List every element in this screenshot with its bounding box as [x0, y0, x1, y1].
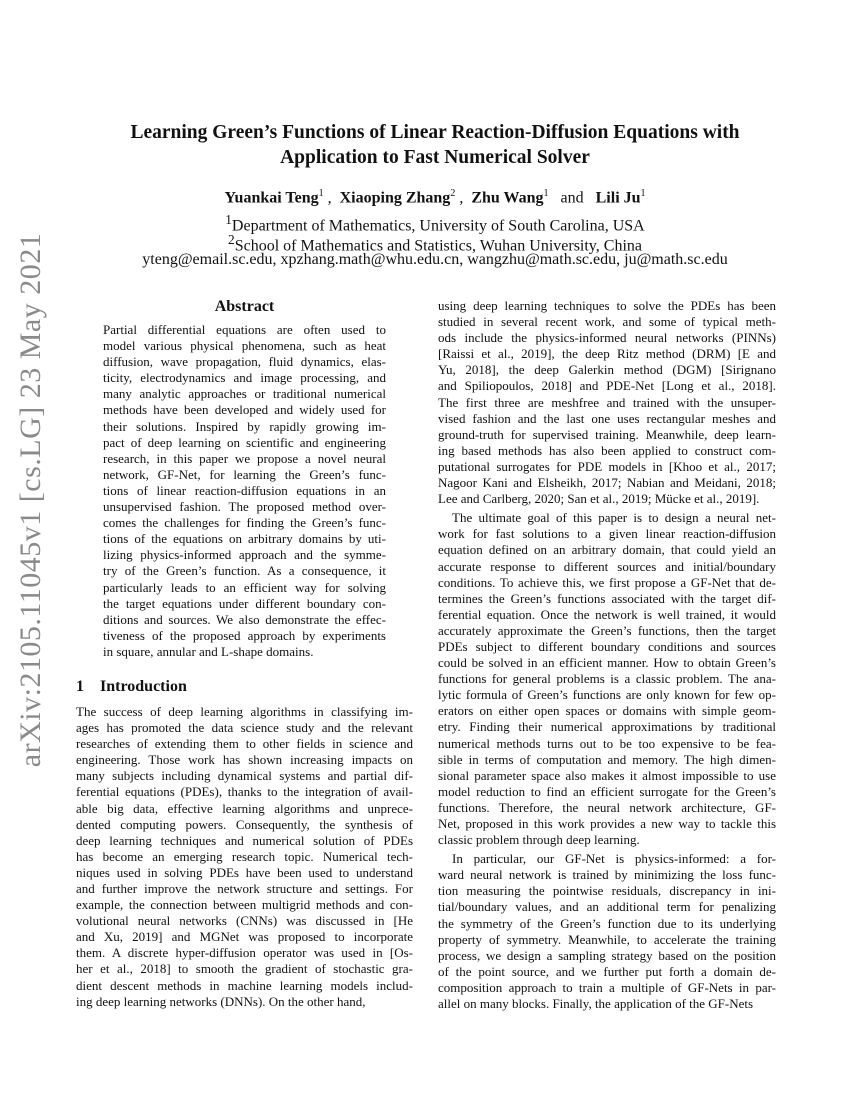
text-line: able big data, effective learning algorithms and unprece-: [76, 800, 413, 816]
text-line: allel on many blocks. Finally, the application of the GF-Nets: [438, 996, 754, 1012]
text-line: try of the Green’s function. As a consequence, it: [103, 563, 386, 579]
text-line: property of symmetry. Meanwhile, to accelerate the training: [438, 931, 776, 947]
text-line: The success of deep learning algorithms in classifying im-: [76, 703, 413, 719]
text-line: tion measuring the pointwise residuals, discrepancy in ini-: [438, 883, 776, 899]
text-line: and further improve the network structure and settings. For: [76, 881, 413, 896]
text-line: Nagoor Kani and Elsheikh, 2017; Nabian and Meidani, 2018;: [438, 475, 776, 491]
text-line: them. A discrete hyper-diffusion operator was used in [Os-: [76, 945, 413, 961]
paragraph: [438, 510, 776, 848]
author-emails: yteng@email.sc.edu, xpzhang.math@whu.edu.cn, wangzhu@math.sc.edu, ju@math.sc.edu: [142, 251, 728, 268]
text-line: termines the Green’s functions associated with the target dif-: [438, 590, 776, 606]
text-line: sible in terms of computation and memory. The high dimen-: [438, 751, 776, 767]
text-line: Yu, 2018], the deep Galerkin method (DGM) [Sirignano: [438, 362, 776, 378]
text-line: composition approach to train a multiple of GF-Nets in par-: [438, 979, 776, 995]
author-separator: ,: [327, 189, 332, 207]
text-line: many subjects including dynamical systems and partial dif-: [76, 768, 413, 784]
text-line: ferential equation. Once the network is well trained, it would: [438, 606, 776, 622]
text-line: Lee and Carlberg, 2020; San et al., 2019; Mücke et al., 2019].: [438, 491, 760, 507]
text-line: ing deep learning networks (DNNs). On the other hand,: [76, 993, 366, 1009]
text-line: the symmetry of the Green’s function due to its underlying: [438, 915, 776, 931]
text-line: particularly leads to an efficient way for solving: [103, 579, 386, 595]
text-line: niques used in solving PDEs have been used to understand: [76, 864, 413, 880]
text-line: conditions. To achieve this, we first propose a GF-Net that de-: [438, 574, 776, 590]
text-line: equation defined on an arbitrary domain, that could yield an: [438, 542, 776, 558]
text-line: model reduction to find an efficient surrogate for the Green’s: [438, 783, 776, 799]
affil-text: Department of Mathematics, University of South Carolina, USA: [231, 217, 645, 235]
text-line: many analytic approaches or traditional numerical: [103, 386, 386, 402]
text-line: deep learning techniques and numerical solution of PDEs: [76, 832, 413, 848]
author-affil-mark: 1: [640, 188, 646, 199]
intro-body: [76, 704, 413, 1010]
arxiv-side-stamp: [8, 232, 54, 768]
text-line: their solutions. Inspired by rapidly growing im-: [103, 418, 386, 434]
text-line: ods include the physics-informed neural networks (PINNs): [438, 330, 776, 346]
author-name: Zhu Wang: [471, 189, 544, 207]
text-line: lytic formula of Green’s functions are only known for few op-: [438, 687, 776, 703]
text-line: The first three are meshfree and trained with the unsuper-: [438, 394, 776, 410]
text-line: and Spiliopoulos, 2018] and PDE-Net [Long et al., 2018].: [438, 378, 776, 394]
text-line: studied in several recent work, and some of typical meth-: [438, 314, 776, 330]
author-list: [90, 183, 780, 209]
author-separator: and: [560, 189, 584, 207]
text-line: PDEs subject to different boundary conditions and sources: [438, 638, 776, 654]
text-line: tions of the equations on arbitrary domains by uti-: [103, 531, 386, 547]
text-line: could be solved in an efficient manner. How to obtain Green’s: [438, 655, 776, 671]
section-number: 1: [76, 677, 84, 695]
text-line: functions. Therefore, the neural network architecture, GF-: [438, 799, 776, 815]
author-name: Lili Ju: [595, 189, 641, 207]
text-line: In particular, our GF-Net is physics-informed: a for-: [452, 851, 776, 867]
text-line: ditions and sources. We also demonstrate the effec-: [103, 611, 386, 627]
text-line: ticity, electrodynamics and image processing, and: [103, 370, 386, 386]
text-line: tions of linear reaction-diffusion equations in an: [103, 482, 386, 498]
author-separator: ,: [459, 189, 464, 207]
text-line: ground-truth for supervised training. Meanwhile, deep learn-: [438, 426, 776, 442]
author-name: Yuankai Teng: [224, 189, 319, 207]
text-line: network, GF-Net, for learning the Green’s func-: [103, 466, 386, 482]
text-line: ward neural network is trained by minimizing the loss func-: [438, 867, 776, 883]
author-affil-mark: 2: [450, 188, 456, 199]
text-line: Partial differential equations are often used to: [103, 322, 386, 337]
title-line: Learning Green’s Functions of Linear Reaction-Diffusion Equations with: [130, 122, 740, 143]
text-line: ing based methods has also been applied to construct com-: [438, 442, 776, 458]
title-line: Application to Fast Numerical Solver: [280, 147, 590, 168]
abstract-body: [76, 322, 413, 660]
text-line: methods have been developed and widely used for: [103, 402, 386, 418]
text-line: has become an emerging research topic. Numerical tech-: [76, 848, 413, 864]
text-line: The ultimate goal of this paper is to design a neural net-: [452, 510, 776, 526]
text-line: engineering. Those work has shown increasing impacts on: [76, 752, 413, 768]
text-line: tiveness of the proposed approach by experiments: [103, 627, 386, 643]
text-line: example, the connection between multigrid methods and con-: [76, 897, 413, 913]
author-name: Xiaoping Zhang: [339, 189, 451, 207]
text-line: research, in this paper we propose a novel neural: [103, 450, 386, 466]
text-line: in square, annular and L-shape domains.: [103, 643, 314, 659]
text-line: classic problem through deep learning.: [438, 832, 640, 848]
text-line: dient descent methods in machine learning models includ-: [76, 977, 413, 993]
author-affil-mark: 1: [543, 188, 549, 199]
text-line: work for fast solutions to a given linear reaction-diffusion: [438, 526, 776, 542]
text-line: her et al., 2018] to smooth the gradient of stochastic gra-: [76, 961, 413, 977]
text-line: model various physical phenomena, such as heat: [103, 338, 386, 354]
section-heading: [76, 678, 413, 696]
text-line: ferential equations (PDEs), thanks to the integration of avail-: [76, 784, 413, 800]
author-affil-mark: 1: [318, 188, 324, 199]
paragraph: [438, 298, 776, 507]
text-line: the target equations under different boundary con-: [103, 595, 386, 611]
text-line: using deep learning techniques to solve the PDEs has been: [438, 298, 776, 313]
text-line: of the point source, and we further put forth a domain de-: [438, 963, 776, 979]
text-line: diffusion, wave propagation, fluid dynamics, elas-: [103, 354, 386, 370]
text-line: pact of deep learning on scientific and engineering: [103, 434, 386, 450]
text-line: unsupervised fashion. The proposed method over-: [103, 499, 386, 515]
affil-mark: 1: [225, 212, 232, 227]
text-line: putational surrogates for PDE models in [Khoo et al., 2017;: [438, 458, 776, 474]
affil-mark: 2: [228, 232, 235, 247]
text-line: vised fashion and the last one uses rectangular meshes and: [438, 410, 776, 426]
text-line: functions for general problems is a classic problem. The ana-: [438, 671, 776, 687]
paper-title: [90, 120, 780, 170]
text-line: tial/boundary values, and an additional term for penalizing: [438, 899, 776, 915]
section-title: Introduction: [100, 677, 187, 695]
abstract-heading: Abstract: [214, 298, 275, 315]
text-line: and Xu, 2019] and MGNet was proposed to incorporate: [76, 929, 413, 945]
text-line: [Raissi et al., 2019], the deep Ritz method (DRM) [E and: [438, 346, 776, 362]
arxiv-identifier: arXiv:2105.11045v1 [cs.LG] 23 May 2021: [14, 232, 47, 768]
text-line: dented computing powers. Consequently, the synthesis of: [76, 816, 413, 832]
text-line: erators on either open spaces or domains with simple geom-: [438, 703, 776, 719]
text-line: sional parameter space also makes it almost impossible to use: [438, 767, 776, 783]
right-column: [438, 298, 776, 1012]
paragraph: [438, 851, 776, 1012]
text-line: comes the challenges for finding the Green’s func-: [103, 515, 386, 531]
left-column: [76, 298, 413, 1010]
text-line: ages has promoted the data science study and the relevant: [76, 720, 413, 736]
text-line: process, we design a sampling strategy based on the position: [438, 947, 776, 963]
text-line: volutional neural networks (CNNs) was discussed in [He: [76, 913, 413, 929]
text-line: numerical methods turns out to be too expensive to be fea-: [438, 735, 776, 751]
text-line: accurately approximate the Green’s functions, then the target: [438, 622, 776, 638]
text-line: researches of extending them to other fields in science and: [76, 736, 413, 752]
text-line: accurate response to different sources and initial/boundary: [438, 558, 776, 574]
text-line: etry. Finding their numerical approximations by traditional: [438, 719, 776, 735]
text-line: lizing physics-informed approach and the symme-: [103, 547, 386, 563]
affil-text: School of Mathematics and Statistics, Wuhan University, China: [234, 237, 642, 255]
text-line: Net, proposed in this work provides a new way to tackle this: [438, 816, 776, 831]
